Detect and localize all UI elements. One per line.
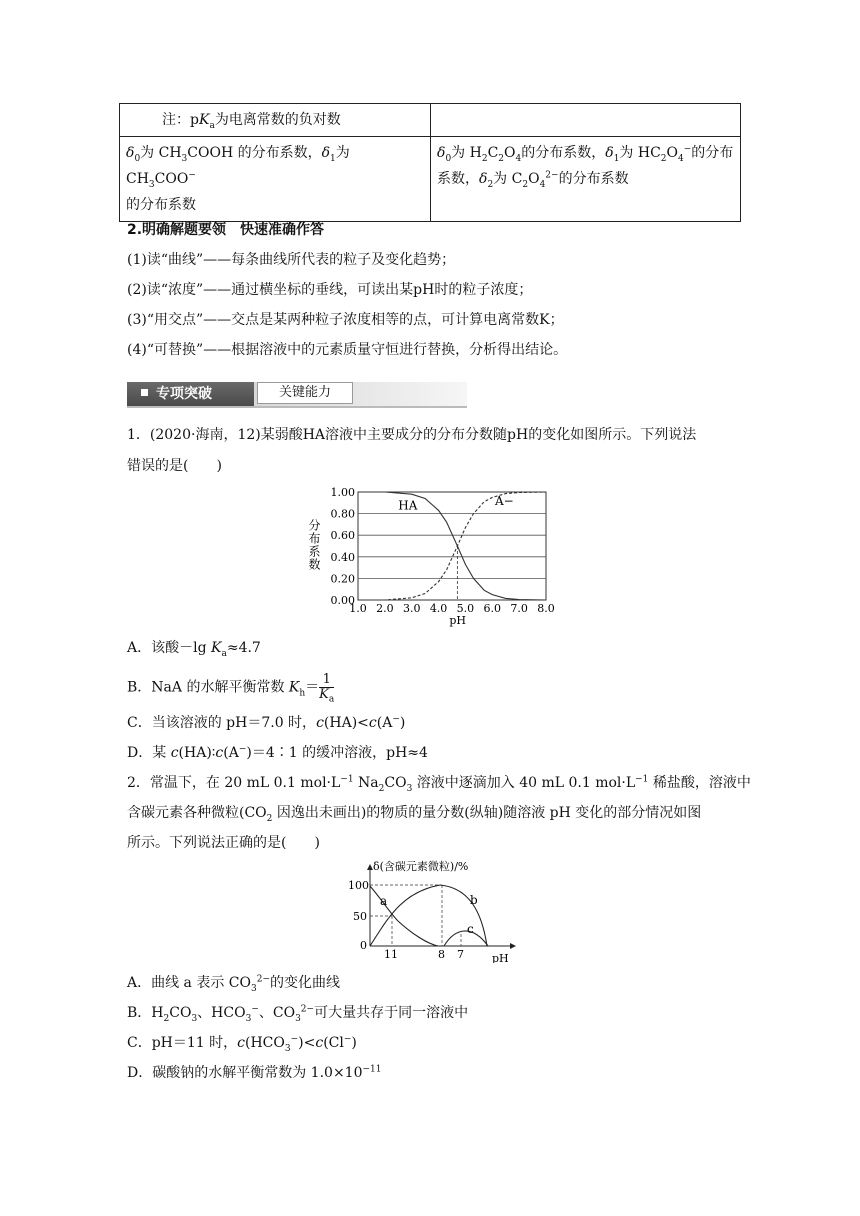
- y-axis-label: δ(含碳元素微粒)/%: [373, 860, 469, 873]
- section-heading: 2.明确解题要领 快速准确作答: [127, 222, 325, 238]
- q1-option-a: A．该酸－lg $K_a\approx 4.7$: [127, 640, 261, 659]
- series-label-c: c: [467, 922, 474, 936]
- x-tick-label: 3.0: [402, 602, 421, 615]
- x-axis-label: pH: [492, 952, 509, 963]
- y-tick-100: 100: [348, 879, 369, 892]
- list-item: (4)“可替换”——根据溶液中的元素质量守恒进行替换，分析得出结论。: [127, 342, 568, 358]
- q2-chart: [340, 858, 520, 963]
- banner-title-text: 专项突破: [156, 386, 212, 402]
- table-cell-acetic: $\delta_0$为 $CH_3COOH$ 的分布系数，$\delta_1$为 $CH_3COO^-$ 的分布系数: [120, 137, 431, 222]
- y-tick-label: 0.80: [330, 507, 355, 521]
- x-tick-label: 5.0: [456, 602, 475, 615]
- x-tick-label: 8.0: [537, 602, 555, 615]
- series-label-a-minus: A−: [494, 493, 514, 508]
- series-label-b: b: [470, 893, 478, 907]
- q1-option-c: C．当该溶液的 pH＝7.0 时，c(HA)<c(A−): [127, 714, 406, 731]
- square-icon: [141, 389, 148, 396]
- q2-option-c: C．pH＝11 时，$c(HCO_3^-)<c(Cl^-)$: [127, 1034, 357, 1054]
- q2-option-b: B．$H_2CO_3$、$HCO_3^-$、$CO_3^{2-}$可大量共存于同一溶液中: [127, 1004, 469, 1024]
- y-tick-0: 0: [360, 939, 367, 952]
- y-tick-label: 0.40: [330, 550, 355, 564]
- x-tick-8: 8: [438, 948, 445, 961]
- series-line-a-minus: [358, 492, 546, 600]
- q1-stem-line1: 1．(2020·海南，12)某弱酸HA溶液中主要成分的分布分数随pH的变化如图所示。下列说法: [127, 427, 697, 443]
- x-axis-arrow: [510, 943, 516, 949]
- distribution-table: [119, 103, 741, 222]
- q1-chart-ticks: [331, 486, 555, 615]
- y-tick-label: 0.60: [330, 529, 355, 543]
- q1-chart-grid: [358, 492, 546, 600]
- banner-tab: 关键能力: [257, 382, 353, 404]
- x-axis-label: pH: [449, 614, 466, 627]
- q1-option-d: D．某 c(HA)∶c(A−)＝4∶1 的缓冲溶液，pH≈4: [127, 744, 428, 761]
- list-item: (3)“用交点”——交点是某两种粒子浓度相等的点，可计算电离常数K；: [127, 312, 564, 328]
- banner-shadow: [127, 406, 467, 408]
- series-label-a: a: [380, 894, 388, 908]
- section-banner: [127, 380, 467, 408]
- q2-stem-line3: 所示。下列说法正确的是( ): [127, 835, 320, 851]
- y-tick-label: 1.00: [330, 486, 355, 499]
- y-tick-label: 0.20: [330, 572, 355, 586]
- series-label-ha: HA: [398, 498, 418, 513]
- q1-chart: [300, 483, 560, 629]
- table-cell-note: 注：$pK_a$为电离常数的负对数: [120, 104, 431, 137]
- x-tick-label: 4.0: [429, 602, 448, 615]
- list-item: (2)读“浓度”——通过横坐标的垂线，可读出某pH时的粒子浓度；: [127, 282, 533, 298]
- table-cell-empty: [431, 104, 741, 137]
- x-tick-label: 7.0: [510, 602, 528, 615]
- series-line-ha: [358, 492, 546, 600]
- q2-stem-line1: 2．常温下，在 20 mL 0.1 $mol\cdot L^{-1}$ $Na_2CO_3$ 溶液中逐滴加入 40 mL 0.1 $mol\cdot L^{-1}$ 稀盐酸，溶液中: [127, 774, 751, 794]
- series-line-c: [444, 931, 488, 946]
- x-tick-label: 2.0: [376, 602, 394, 615]
- q1-stem-line2: 错误的是( ): [127, 458, 222, 474]
- q2-stem-line2: 含碳元素各种微粒($CO_2$ 因逸出未画出)的物质的量分数(纵轴)随溶液 pH 变化的部分情况如图: [127, 805, 702, 824]
- x-tick-label: 6.0: [483, 602, 502, 615]
- q1-option-b: B．NaA 的水解平衡常数 $K_h=$ $\frac{1}{K_a}$: [127, 672, 335, 705]
- x-tick-7: 7: [457, 948, 464, 961]
- y-tick-label: 0.00: [330, 594, 355, 607]
- table-cell-oxalic: $\delta_0$为 $H_2C_2O_4$的分布系数，$\delta_1$为 $HC_2O_4^-$的分布 系数，$\delta_2$为 $C_2O_4^{2-}$的分布系数: [431, 137, 741, 222]
- q2-option-d: D．碳酸钠的水解平衡常数为 $1.0\times 10^{-11}$: [127, 1064, 382, 1081]
- banner-title: [127, 382, 254, 406]
- plot-frame: [358, 492, 546, 600]
- y-tick-50: 50: [353, 910, 367, 923]
- q2-option-a: A．曲线 a 表示 $CO_3^{2-}$的变化曲线: [127, 974, 341, 994]
- x-tick-11: 11: [384, 948, 398, 961]
- list-item: (1)读“曲线”——每条曲线所代表的粒子及变化趋势；: [127, 252, 456, 268]
- x-tick-label: 1.0: [349, 602, 367, 615]
- y-axis-label: 分布系数: [307, 519, 321, 571]
